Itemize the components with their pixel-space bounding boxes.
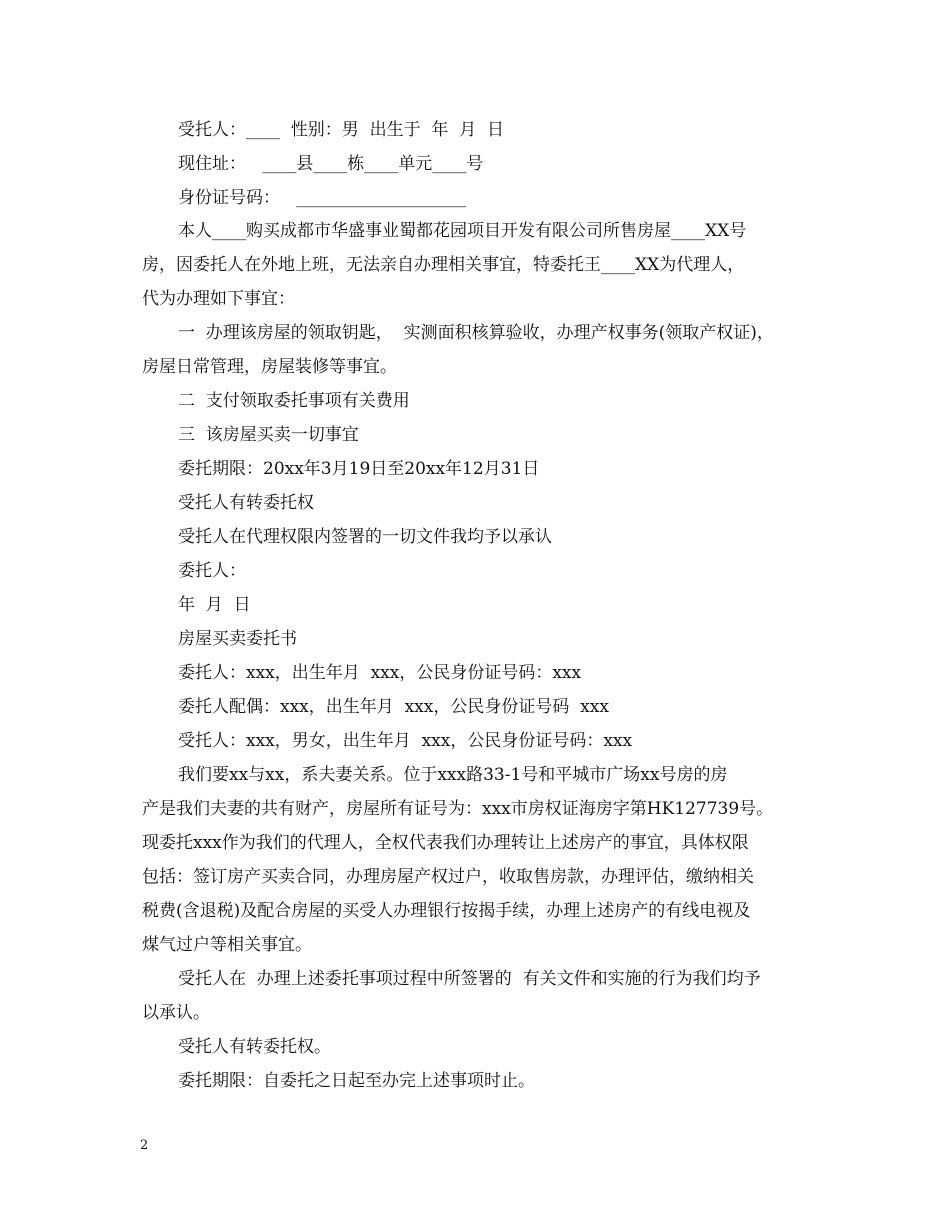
section-title: 房屋买卖委托书 xyxy=(178,629,297,649)
list-item-line: 三 该房屋买卖一切事宜 xyxy=(178,425,359,445)
paragraph-line: 房，因委托人在外地上班，无法亲自办理相关事宜，特委托王____XX为代理人， xyxy=(142,255,745,275)
page-number: 2 xyxy=(140,1138,149,1153)
paragraph-line: 受托人在 办理上述委托事项过程中所签署的 有关文件和实施的行为我们均予 xyxy=(178,969,761,989)
paragraph-line: 以承认。 xyxy=(142,1003,210,1023)
text-line: 委托期限：自委托之日起至办完上述事项时止。 xyxy=(178,1071,535,1091)
paragraph-line: 产是我们夫妻的共有财产，房屋所有证号为：xxx市房权证海房字第HK127739号。 xyxy=(142,799,774,819)
text-line: 身份证号码： ____________________ xyxy=(178,188,467,208)
paragraph-line: 我们要xx与xx，系夫妻关系。位于xxx路33-1号和平城市广场xx号房的房 xyxy=(178,765,728,785)
paragraph-line: 包括：签订房产买卖合同，办理房屋产权过户，收取售房款，办理评估，缴纳相关 xyxy=(142,867,754,887)
text-line: 受托人有转委托权 xyxy=(178,493,314,513)
list-item-line: 房屋日常管理，房屋装修等事宜。 xyxy=(142,357,397,377)
text-line: 受托人：____ 性别：男 出生于 年 月 日 xyxy=(178,120,505,140)
list-item-line: 一 办理该房屋的领取钥匙， 实测面积核算验收，办理产权事务(领取产权证)， xyxy=(178,323,774,343)
text-line: 受托人：xxx，男女，出生年月 xxx，公民身份证号码：xxx xyxy=(178,731,633,751)
text-line: 委托期限：20xx年3月19日至20xx年12月31日 xyxy=(178,459,540,479)
paragraph-line: 本人____购买成都市华盛事业蜀都花园项目开发有限公司所售房屋____XX号 xyxy=(178,221,747,241)
paragraph-line: 税费(含退税)及配合房屋的买受人办理银行按揭手续，办理上述房产的有线电视及 xyxy=(142,901,751,921)
text-line: 受托人在代理权限内签署的一切文件我均予以承认 xyxy=(178,527,552,547)
date-line: 年 月 日 xyxy=(178,595,251,615)
text-line: 委托人： xyxy=(178,561,246,581)
text-line: 受托人有转委托权。 xyxy=(178,1037,331,1057)
text-line: 委托人配偶：xxx，出生年月 xxx，公民身份证号码 xxx xyxy=(178,697,609,717)
list-item-line: 二 支付领取委托事项有关费用 xyxy=(178,391,410,411)
text-line: 现住址： ____县____栋____单元____号 xyxy=(178,154,484,174)
paragraph-line: 现委托xxx作为我们的代理人，全权代表我们办理转让上述房产的事宜，具体权限 xyxy=(142,833,749,853)
paragraph-line: 代为办理如下事宜： xyxy=(142,289,295,309)
text-line: 委托人：xxx，出生年月 xxx，公民身份证号码：xxx xyxy=(178,663,582,683)
paragraph-line: 煤气过户等相关事宜。 xyxy=(142,935,312,955)
